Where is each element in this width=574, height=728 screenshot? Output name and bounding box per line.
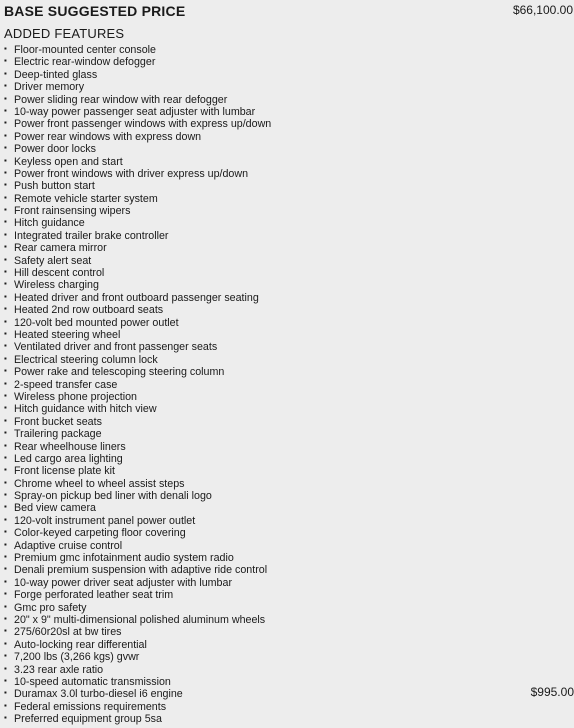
feature-item — [4, 589, 574, 601]
bullet-icon: ▪ — [4, 403, 7, 413]
feature-item — [4, 527, 574, 539]
bullet-icon: ▪ — [4, 700, 7, 710]
bullet-icon: ▪ — [4, 316, 7, 326]
feature-label: Wireless phone projection — [14, 390, 137, 403]
feature-label: Front rainsensing wipers — [14, 205, 131, 218]
bullet-icon: ▪ — [4, 254, 7, 264]
feature-label: Safety alert seat — [14, 254, 92, 267]
feature-item — [4, 205, 574, 217]
feature-item — [4, 515, 574, 527]
feature-item — [4, 292, 574, 304]
bullet-icon: ▪ — [4, 217, 7, 227]
feature-label: Premium gmc infotainment audio system radio — [14, 552, 234, 565]
bullet-icon: ▪ — [4, 514, 7, 524]
feature-label: Power front windows with driver express up/down — [14, 167, 249, 180]
bullet-icon: ▪ — [4, 242, 7, 252]
bullet-icon: ▪ — [4, 291, 7, 301]
feature-item — [4, 317, 574, 329]
added-features-title: ADDED FEATURES — [4, 26, 125, 41]
bullet-icon: ▪ — [4, 130, 7, 140]
feature-item — [4, 193, 574, 205]
feature-label: Front bucket seats — [14, 415, 102, 428]
feature-item — [4, 94, 574, 106]
bullet-icon: ▪ — [4, 267, 7, 277]
feature-item — [4, 701, 574, 713]
feature-item — [4, 552, 574, 564]
feature-label: Electrical steering column lock — [14, 353, 158, 366]
bullet-icon: ▪ — [4, 93, 7, 103]
bullet-icon: ▪ — [4, 626, 7, 636]
feature-label: Hill descent control — [14, 267, 105, 280]
bullet-icon: ▪ — [4, 68, 7, 78]
feature-label: Gmc pro safety — [14, 601, 87, 614]
feature-item — [4, 106, 574, 118]
feature-label: Deep-tinted glass — [14, 68, 98, 81]
feature-item — [4, 354, 574, 366]
feature-item — [4, 453, 574, 465]
bullet-icon: ▪ — [4, 688, 7, 698]
feature-label: 120-volt instrument panel power outlet — [14, 514, 196, 527]
feature-item — [4, 255, 574, 267]
feature-item — [4, 626, 574, 638]
feature-item — [4, 577, 574, 589]
feature-label: 275/60r20sl at bw tires — [14, 626, 122, 639]
feature-label: Federal emissions requirements — [14, 700, 167, 713]
feature-item — [4, 465, 574, 477]
feature-item — [4, 267, 574, 279]
feature-item — [4, 664, 574, 676]
feature-label: Spray-on pickup bed liner with denali logo — [14, 490, 212, 503]
bullet-icon: ▪ — [4, 601, 7, 611]
feature-item — [4, 81, 574, 93]
bullet-icon: ▪ — [4, 229, 7, 239]
feature-label: Auto-locking rear differential — [14, 638, 147, 651]
feature-item — [4, 676, 574, 688]
feature-label: 20" x 9" multi-dimensional polished aluminum wheels — [14, 613, 266, 626]
bullet-icon: ▪ — [4, 180, 7, 190]
bullet-icon: ▪ — [4, 81, 7, 91]
feature-label: 10-way power driver seat adjuster with lumbar — [14, 576, 232, 589]
feature-item — [4, 131, 574, 143]
bullet-icon: ▪ — [4, 477, 7, 487]
feature-item — [4, 69, 574, 81]
feature-item — [4, 540, 574, 552]
feature-item — [4, 602, 574, 614]
bullet-icon: ▪ — [4, 167, 7, 177]
feature-item — [4, 713, 574, 725]
feature-label: Hitch guidance with hitch view — [14, 403, 157, 416]
feature-item — [4, 329, 574, 341]
base-price-value: $66,100.00 — [512, 3, 573, 17]
feature-item — [4, 490, 574, 502]
feature-item — [4, 279, 574, 291]
feature-label: Heated steering wheel — [14, 328, 121, 341]
feature-label: Power rear windows with express down — [14, 130, 202, 143]
bullet-icon: ▪ — [4, 564, 7, 574]
feature-label: Chrome wheel to wheel assist steps — [14, 477, 185, 490]
bullet-icon: ▪ — [4, 552, 7, 562]
feature-item — [4, 379, 574, 391]
feature-item — [4, 118, 574, 130]
bullet-icon: ▪ — [4, 353, 7, 363]
feature-label: Push button start — [14, 180, 95, 193]
bullet-icon: ▪ — [4, 415, 7, 425]
feature-label: Hitch guidance — [14, 217, 85, 230]
bullet-icon: ▪ — [4, 428, 7, 438]
feature-item — [4, 651, 574, 663]
feature-item — [4, 428, 574, 440]
base-price-title: BASE SUGGESTED PRICE — [4, 3, 186, 19]
bullet-icon: ▪ — [4, 56, 7, 66]
bullet-icon: ▪ — [4, 440, 7, 450]
feature-item — [4, 416, 574, 428]
feature-label: 120-volt bed mounted power outlet — [14, 316, 179, 329]
feature-item — [4, 230, 574, 242]
bullet-icon: ▪ — [4, 366, 7, 376]
feature-label: Floor-mounted center console — [14, 44, 156, 56]
bullet-icon: ▪ — [4, 663, 7, 673]
feature-label: Driver memory — [14, 81, 85, 94]
feature-label: Heated 2nd row outboard seats — [14, 304, 164, 317]
feature-label: Integrated trailer brake controller — [14, 229, 169, 242]
bullet-icon: ▪ — [4, 527, 7, 537]
feature-item — [4, 44, 574, 56]
bullet-icon: ▪ — [4, 490, 7, 500]
feature-label: Color-keyed carpeting floor covering — [14, 527, 186, 540]
bullet-icon: ▪ — [4, 341, 7, 351]
bullet-icon: ▪ — [4, 328, 7, 338]
feature-label: Heated driver and front outboard passenger seating — [14, 291, 259, 304]
feature-label: Electric rear-window defogger — [14, 56, 156, 69]
feature-label: Rear wheelhouse liners — [14, 440, 126, 453]
feature-item — [4, 156, 574, 168]
bullet-icon: ▪ — [4, 638, 7, 648]
feature-label: Keyless open and start — [14, 155, 123, 168]
feature-label: Duramax 3.0l turbo-diesel i6 engine — [14, 688, 183, 701]
feature-item — [4, 217, 574, 229]
feature-item — [4, 441, 574, 453]
bullet-icon: ▪ — [4, 539, 7, 549]
bullet-icon: ▪ — [4, 651, 7, 661]
feature-label: 7,200 lbs (3,266 kgs) gvwr — [14, 651, 140, 664]
feature-item — [4, 403, 574, 415]
feature-label: 10-way power passenger seat adjuster with lumbar — [14, 105, 256, 118]
feature-label: Preferred equipment group 5sa — [14, 713, 162, 726]
feature-label: Front license plate kit — [14, 465, 115, 478]
feature-label: Led cargo area lighting — [14, 452, 123, 465]
feature-label: Ventilated driver and front passenger seats — [14, 341, 218, 354]
feature-item — [4, 478, 574, 490]
feature-item — [4, 391, 574, 403]
features-list — [4, 44, 574, 725]
bullet-icon: ▪ — [4, 613, 7, 623]
feature-label: Wireless charging — [14, 279, 99, 292]
feature-label: Rear camera mirror — [14, 242, 107, 255]
base-price-row — [0, 0, 574, 22]
feature-label: Adaptive cruise control — [14, 539, 123, 552]
feature-item — [4, 56, 574, 68]
feature-item — [4, 366, 574, 378]
bullet-icon: ▪ — [4, 205, 7, 215]
feature-label: Denali premium suspension with adaptive ride control — [14, 564, 268, 577]
bullet-icon: ▪ — [4, 502, 7, 512]
bullet-icon: ▪ — [4, 452, 7, 462]
bullet-icon: ▪ — [4, 118, 7, 128]
bullet-icon: ▪ — [4, 105, 7, 115]
feature-label: Power sliding rear window with rear defogger — [14, 93, 228, 106]
bullet-icon: ▪ — [4, 378, 7, 388]
bullet-icon: ▪ — [4, 44, 7, 53]
feature-label: Power front passenger windows with express up/down — [14, 118, 272, 131]
feature-item — [4, 143, 574, 155]
feature-label: 10-speed automatic transmission — [14, 675, 171, 688]
feature-item — [4, 304, 574, 316]
bullet-icon: ▪ — [4, 304, 7, 314]
feature-label: Power rake and telescoping steering column — [14, 366, 225, 379]
feature-item — [4, 242, 574, 254]
feature-price: $995.00 — [530, 685, 574, 700]
feature-label: Bed view camera — [14, 502, 96, 515]
bullet-icon: ▪ — [4, 589, 7, 599]
bullet-icon: ▪ — [4, 279, 7, 289]
feature-item — [4, 180, 574, 192]
bullet-icon: ▪ — [4, 576, 7, 586]
feature-item — [4, 168, 574, 180]
bullet-icon: ▪ — [4, 713, 7, 723]
bullet-icon: ▪ — [4, 465, 7, 475]
feature-label: Remote vehicle starter system — [14, 192, 158, 205]
bullet-icon: ▪ — [4, 390, 7, 400]
feature-label: Power door locks — [14, 143, 96, 156]
feature-item — [4, 502, 574, 514]
feature-label: 2-speed transfer case — [14, 378, 118, 391]
feature-label: Forge perforated leather seat trim — [14, 589, 174, 602]
feature-item — [4, 341, 574, 353]
feature-item — [4, 614, 574, 626]
feature-item — [4, 639, 574, 651]
bullet-icon: ▪ — [4, 675, 7, 685]
feature-label: 3.23 rear axle ratio — [14, 663, 104, 676]
feature-item — [4, 685, 574, 701]
feature-label: Trailering package — [14, 428, 102, 441]
bullet-icon: ▪ — [4, 143, 7, 153]
bullet-icon: ▪ — [4, 192, 7, 202]
bullet-icon: ▪ — [4, 155, 7, 165]
feature-item — [4, 564, 574, 576]
